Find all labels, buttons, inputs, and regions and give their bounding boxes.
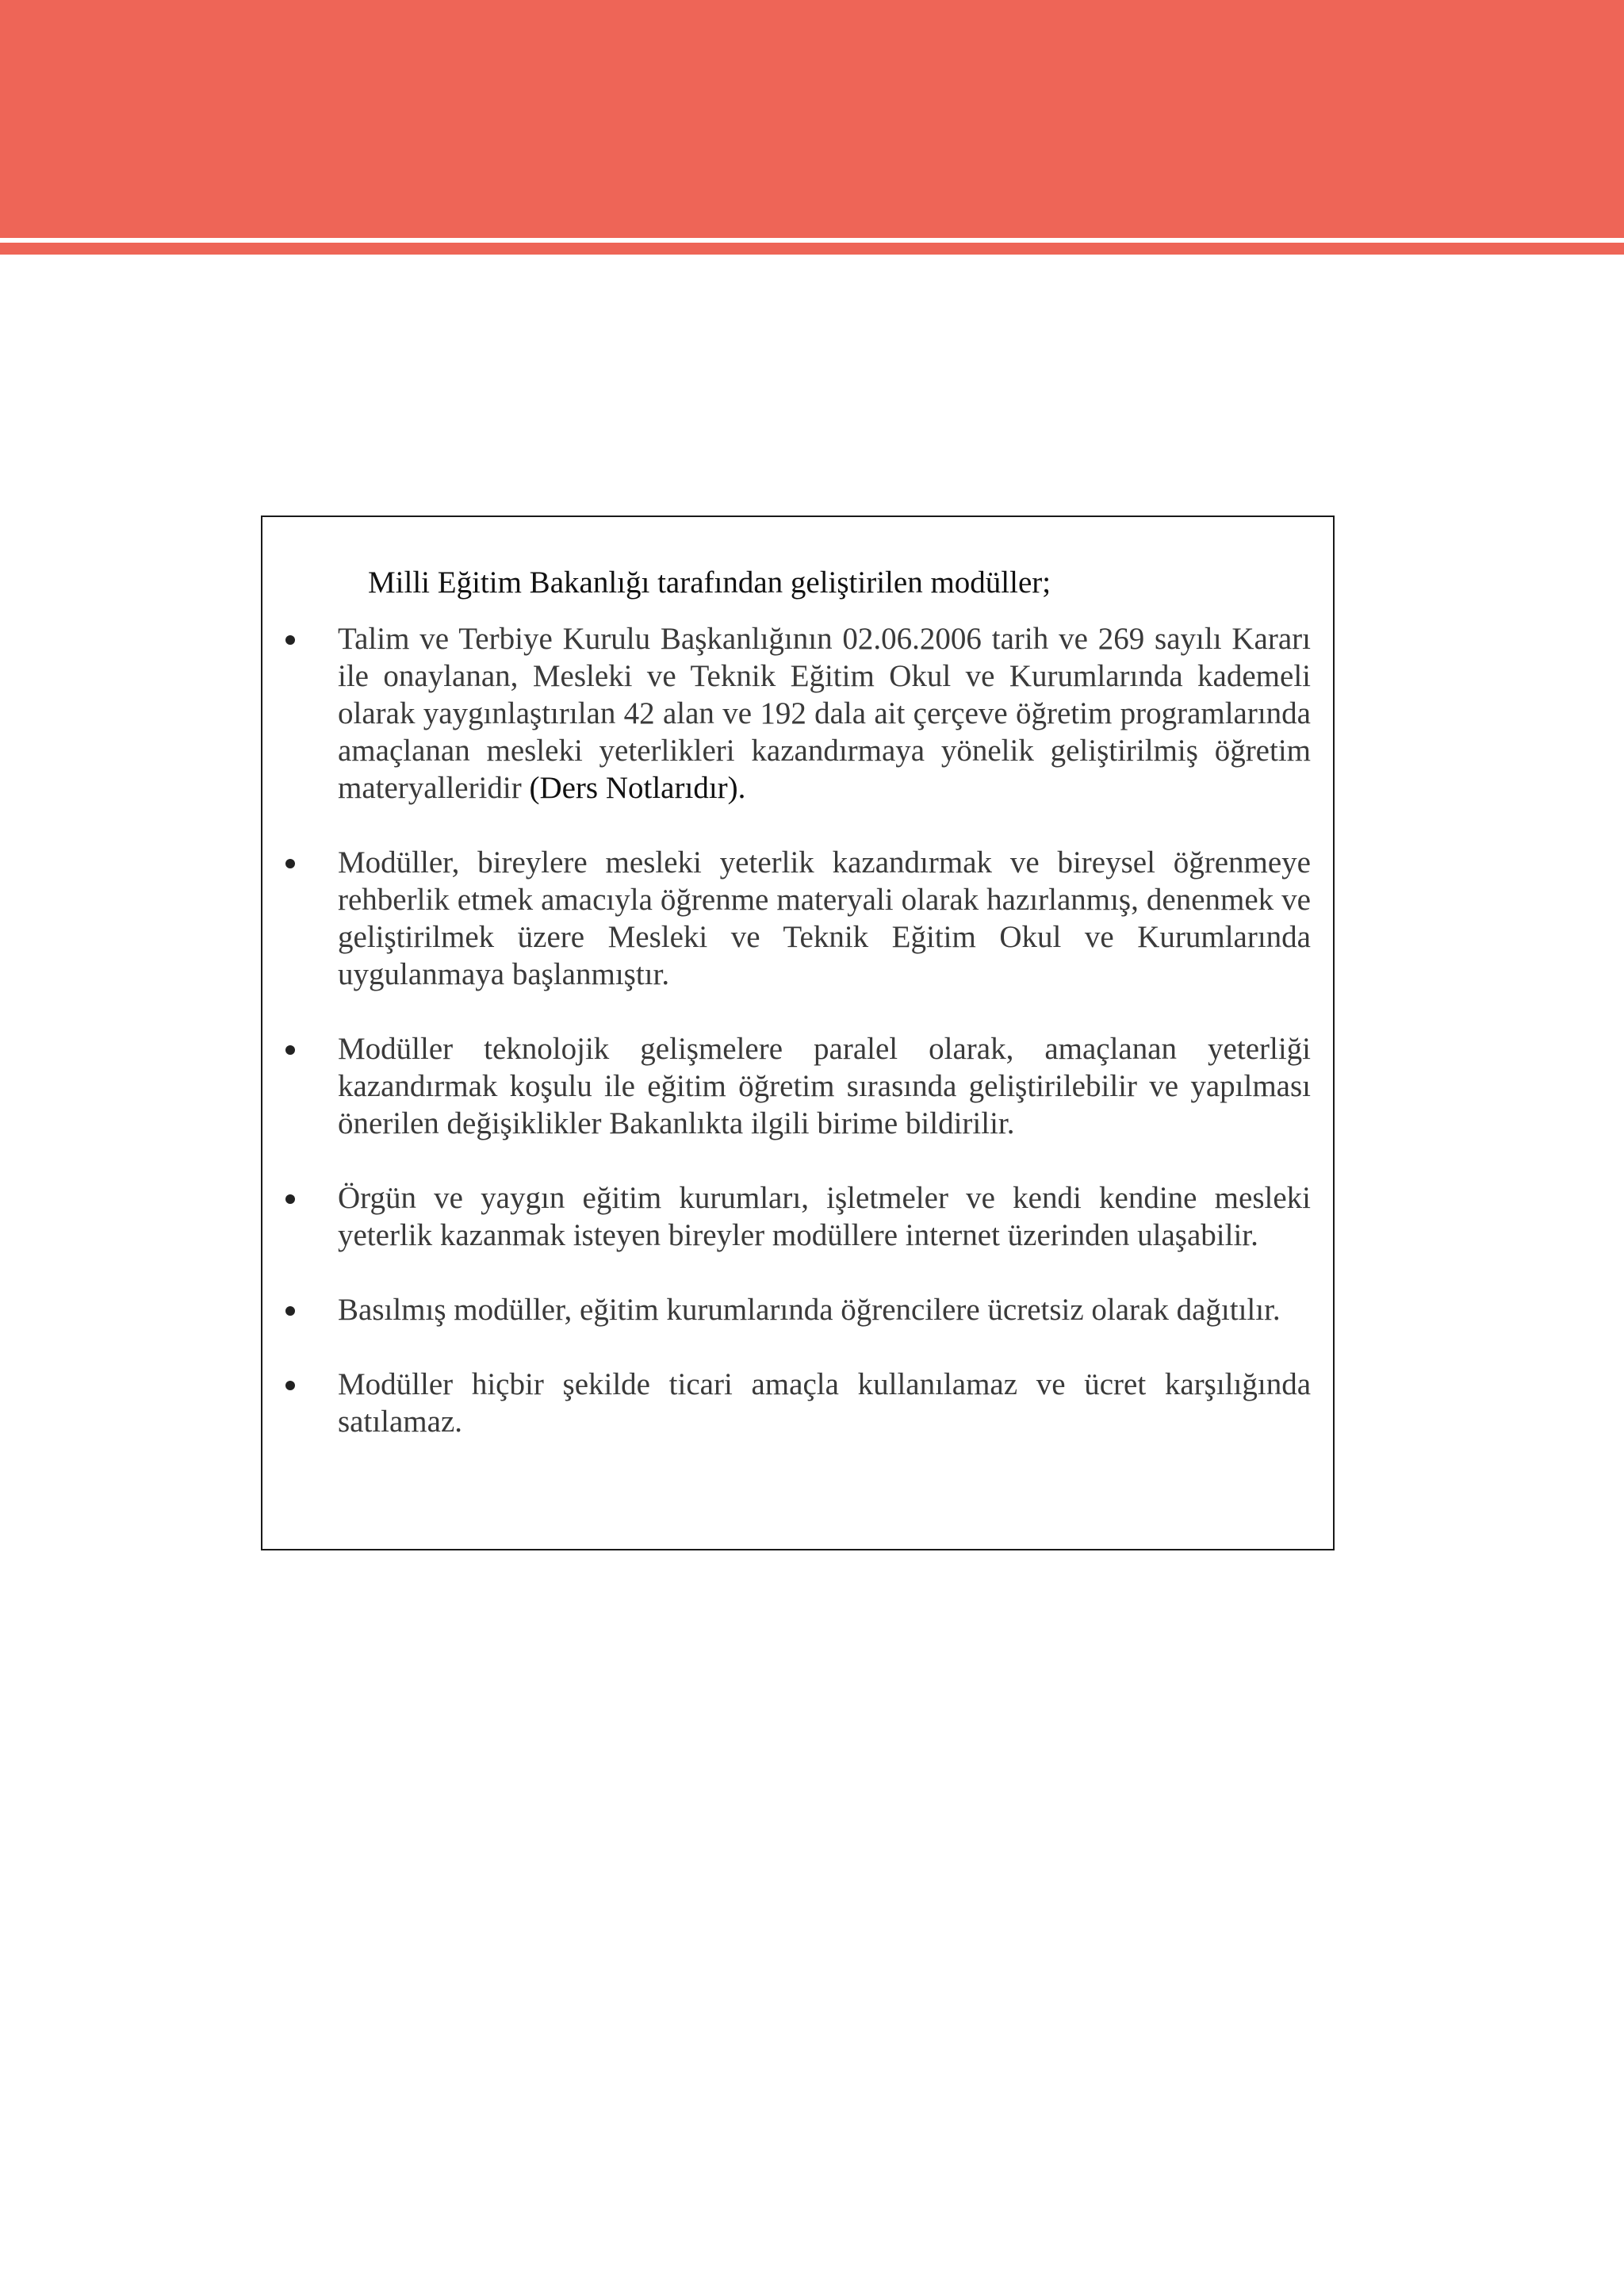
bullet-icon bbox=[285, 1381, 295, 1390]
info-box bbox=[261, 516, 1335, 1550]
list-item bbox=[262, 1291, 1333, 1328]
bullet-text: Modüller, bireylere mesleki yeterlik kazandırmak ve bireysel öğrenmeye rehberlik etmek amacıyla öğrenme materyali olarak hazırlanmış, denenmek ve geliştirilmek üzere Mesleki ve Teknik Eğitim Okul ve Kurumlarında uygulanmaya başlanmıştır. bbox=[338, 845, 1311, 991]
bullet-text bbox=[338, 620, 1311, 807]
list-item bbox=[262, 1179, 1333, 1254]
bullet-text: Modüller hiçbir şekilde ticari amaçla kullanılamaz ve ücret karşılığında satılamaz. bbox=[338, 1367, 1311, 1439]
bullet-icon bbox=[285, 1045, 295, 1055]
bullet-icon bbox=[285, 859, 295, 868]
header-band bbox=[0, 0, 1624, 238]
list-item bbox=[262, 844, 1333, 993]
bullet-text-main: Talim ve Terbiye Kurulu Başkanlığının 02.06.2006 tarih ve 269 sayılı Kararı ile onaylanan, Mesleki ve Teknik Eğitim Okul ve Kurumlarında kademeli olarak yaygınlaştırılan 42 alan ve 192 dala ait çerçeve öğretim programlarında amaçlanan mesleki yeterlikleri kazandırmaya yönelik geliştirilmiş öğretim materyalleridir bbox=[338, 622, 1311, 805]
header-stripe bbox=[0, 243, 1624, 255]
list-item bbox=[262, 1366, 1333, 1440]
bullet-text: Basılmış modüller, eğitim kurumlarında öğrencilere ücretsiz olarak dağıtılır. bbox=[338, 1293, 1281, 1327]
bullet-icon bbox=[285, 1306, 295, 1316]
bullet-icon bbox=[285, 1194, 295, 1204]
intro-text: Milli Eğitim Bakanlığı tarafından geliştirilen modüller; bbox=[368, 565, 1051, 600]
list-item bbox=[262, 1030, 1333, 1142]
bullet-text-suffix: (Ders Notlarıdır). bbox=[521, 771, 746, 805]
bullet-text: Modüller teknolojik gelişmelere paralel olarak, amaçlanan yeterliği kazandırmak koşulu ile eğitim öğretim sırasında geliştirilebilir ve yapılması önerilen değişiklikler Bakanlıkta ilgili birime bildirilir. bbox=[338, 1032, 1311, 1140]
bullet-list bbox=[262, 620, 1333, 1478]
bullet-icon bbox=[285, 635, 295, 645]
bullet-text: Örgün ve yaygın eğitim kurumları, işletmeler ve kendi kendine mesleki yeterlik kazanmak isteyen bireyler modüllere internet üzerinden ulaşabilir. bbox=[338, 1181, 1311, 1252]
list-item bbox=[262, 620, 1333, 807]
